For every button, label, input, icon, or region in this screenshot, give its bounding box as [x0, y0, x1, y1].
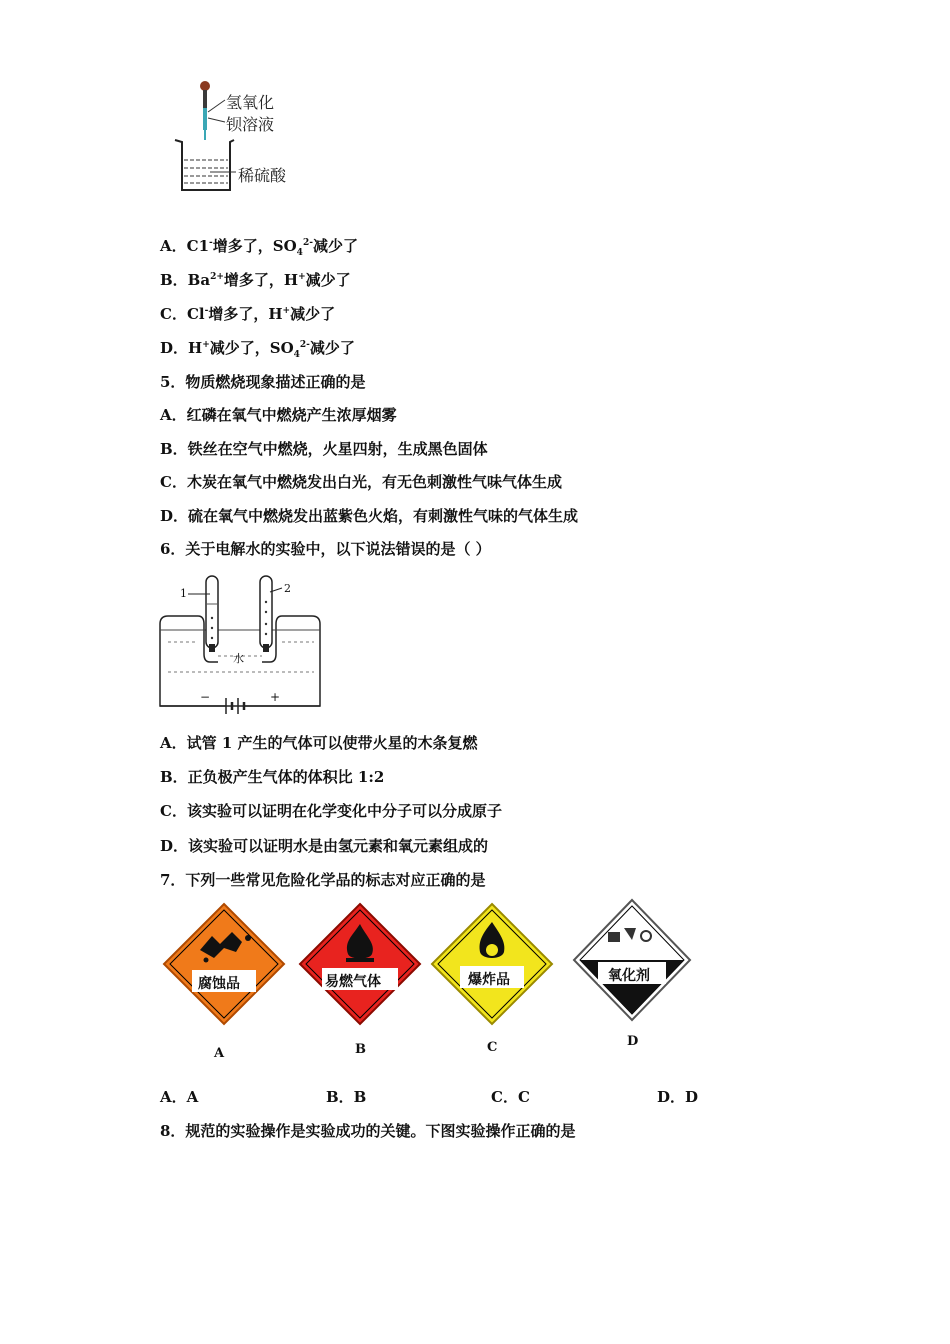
- q5-option-a: A．红磷在氧气中燃烧产生浓厚烟雾: [160, 406, 397, 424]
- minus-label: −: [200, 690, 211, 704]
- sign-b-letter: B: [355, 1042, 366, 1057]
- flame-icon: [298, 902, 422, 1026]
- corrosive-icon: [162, 902, 286, 1026]
- q6-option-a: A．试管 1 产生的气体可以使带火星的木条复燃: [160, 734, 478, 752]
- sign-c-letter: C: [487, 1040, 498, 1055]
- q6-stem: 6．关于电解水的实验中，以下说法错误的是（ ）: [160, 540, 491, 558]
- q5-option-d: D．硫在氧气中燃烧发出蓝紫色火焰，有刺激性气味的气体生成: [160, 507, 579, 525]
- dropper-beaker-figure: [170, 78, 310, 198]
- hazard-sign-b: [298, 902, 422, 1026]
- hazard-sign-a: [162, 902, 286, 1026]
- reagent-label-line2: 钡溶液: [226, 115, 275, 134]
- sign-b-text: 易燃气体: [325, 974, 381, 990]
- q4-option-c: C．Cl-增多了，H+减少了: [160, 305, 336, 323]
- reagent-label-line1: 氢氧化: [226, 93, 275, 112]
- q5-stem: 5．物质燃烧现象描述正确的是: [160, 373, 366, 391]
- sign-c-text: 爆炸品: [468, 972, 510, 988]
- q4-option-a: A．C1-增多了，$SO_4^{2-}$减少了: [160, 237, 358, 258]
- q6-option-c: C．该实验可以证明在化学变化中分子可以分成原子: [160, 802, 502, 820]
- q7-stem: 7．下列一些常见危险化学品的标志对应正确的是: [160, 871, 486, 889]
- sign-a-text: 腐蚀品: [198, 976, 240, 992]
- q8-stem: 8．规范的实验操作是实验成功的关键。下图实验操作正确的是: [160, 1122, 576, 1140]
- sign-d-text: 氧化剂: [608, 968, 650, 984]
- hazard-sign-d: [572, 898, 692, 1022]
- q5-option-b: B．铁丝在空气中燃烧，火星四射，生成黑色固体: [160, 440, 488, 458]
- q5-option-c: C．木炭在氧气中燃烧发出白光，有无色刺激性气味气体生成: [160, 473, 562, 491]
- hazard-sign-c: [430, 902, 554, 1026]
- tube1-label: 1: [180, 587, 187, 600]
- q7-option-d: D．D: [657, 1088, 699, 1106]
- q7-option-b: B．B: [326, 1088, 367, 1106]
- electrolysis-figure: [158, 572, 328, 720]
- explosive-icon: [430, 902, 554, 1026]
- sign-d-letter: D: [627, 1034, 639, 1049]
- tube2-label: 2: [284, 582, 291, 595]
- plus-label: +: [270, 690, 281, 704]
- q6-option-b: B．正负极产生气体的体积比 1:2: [160, 768, 385, 786]
- q7-option-a: A．A: [160, 1088, 199, 1106]
- sign-a-letter: A: [214, 1046, 225, 1061]
- q7-option-c: C．C: [491, 1088, 530, 1106]
- q4-option-d: D．H+减少了，$SO_4^{2-}$减少了: [160, 339, 355, 360]
- acid-label: 稀硫酸: [238, 166, 287, 185]
- q4-option-b: B．$Ba^{2+}$增多了，H+减少了: [160, 271, 351, 289]
- q6-option-d: D．该实验可以证明水是由氢元素和氧元素组成的: [160, 837, 489, 855]
- water-label: 水: [233, 652, 244, 665]
- oxidizer-icon: [572, 898, 692, 1022]
